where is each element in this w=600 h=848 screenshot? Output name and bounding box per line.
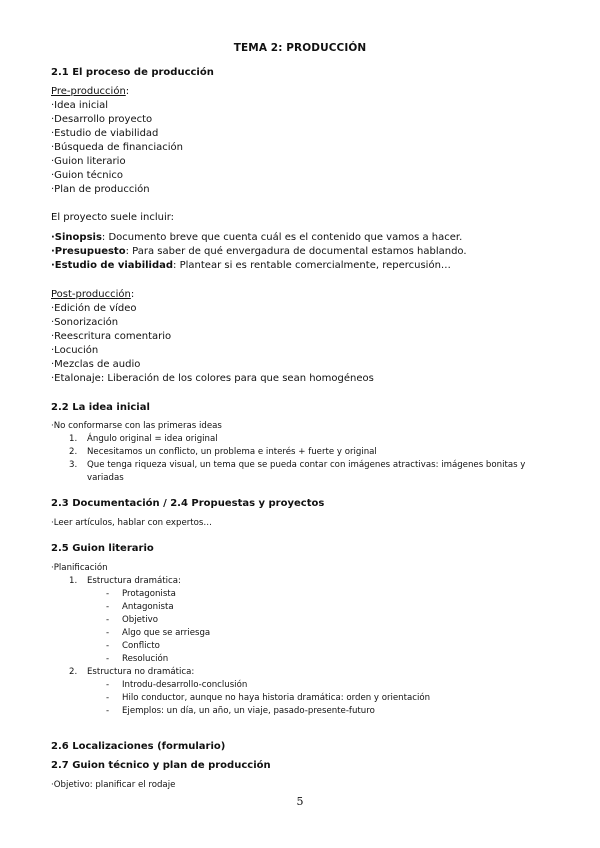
list-item: ·Búsqueda de financiación (51, 142, 183, 153)
list-item: ·Desarrollo proyecto (51, 114, 153, 125)
dash-bullet: - (106, 602, 110, 612)
dash-bullet: - (106, 693, 110, 703)
list-item: Protagonista (122, 589, 176, 599)
section-heading-2-3: 2.3 Documentación / 2.4 Propuestas y proyectos (51, 498, 325, 509)
project-intro: El proyecto suele incluir: (51, 212, 175, 223)
list-number: 2. (69, 667, 78, 677)
list-item: Antagonista (122, 602, 174, 612)
dash-bullet: - (106, 654, 110, 664)
list-item: ·Estudio de viabilidad (51, 128, 159, 139)
definition-sinopsis: ·Sinopsis: Documento breve que cuenta cuál es el contenido que vamos a hacer. (51, 232, 463, 243)
list-item: ·Guion técnico (51, 170, 123, 181)
list-item: ·Objetivo: planificar el rodaje (51, 780, 176, 790)
list-item: Estructura no dramática: (87, 667, 195, 677)
dash-bullet: - (106, 641, 110, 651)
list-item: Introdu-desarrollo-conclusión (122, 680, 248, 690)
list-item: Objetivo (122, 615, 158, 625)
list-number: 3. (69, 460, 78, 470)
list-item-continuation: variadas (87, 473, 124, 483)
list-item: ·Plan de producción (51, 184, 150, 195)
list-item: ·Mezclas de audio (51, 359, 141, 370)
list-number: 1. (69, 576, 78, 586)
dash-bullet: - (106, 615, 110, 625)
list-item: Estructura dramática: (87, 576, 181, 586)
dash-bullet: - (106, 680, 110, 690)
section-heading-2-5: 2.5 Guion literario (51, 543, 154, 554)
list-item: ·Etalonaje: Liberación de los colores para que sean homogéneos (51, 373, 374, 384)
page-number: 5 (296, 795, 304, 808)
dash-bullet: - (106, 589, 110, 599)
list-item: ·Reescritura comentario (51, 331, 172, 342)
list-item: Que tenga riqueza visual, un tema que se pueda contar con imágenes atractivas: imágenes bonitas y (87, 460, 526, 470)
list-item: ·Leer artículos, hablar con expertos… (51, 518, 212, 528)
definition-presupuesto: ·Presupuesto: Para saber de qué envergadura de documental estamos hablando. (51, 246, 467, 257)
pre-production-label: Pre-producción: (51, 86, 130, 97)
list-item: ·Guion literario (51, 156, 126, 167)
list-item: Ejemplos: un día, un año, un viaje, pasado-presente-futuro (122, 706, 375, 716)
list-item: ·Edición de vídeo (51, 303, 137, 314)
list-item: ·Sonorización (51, 317, 119, 328)
list-item: ·No conformarse con las primeras ideas (51, 421, 222, 431)
section-heading-2-2: 2.2 La idea inicial (51, 402, 150, 413)
list-number: 2. (69, 447, 78, 457)
dash-bullet: - (106, 706, 110, 716)
list-item: Algo que se arriesga (122, 628, 211, 638)
definition-viabilidad: ·Estudio de viabilidad: Plantear si es rentable comercialmente, repercusión… (51, 260, 451, 271)
list-item: Necesitamos un conflicto, un problema e interés + fuerte y original (87, 447, 377, 457)
list-item: Resolución (122, 654, 169, 664)
section-heading-2-6: 2.6 Localizaciones (formulario) (51, 741, 226, 752)
list-item: ·Locución (51, 345, 99, 356)
section-heading-2-1: 2.1 El proceso de producción (51, 67, 214, 78)
post-production-label: Post-producción: (51, 289, 135, 300)
list-item: Hilo conductor, aunque no haya historia dramática: orden y orientación (122, 693, 431, 703)
dash-bullet: - (106, 628, 110, 638)
list-number: 1. (69, 434, 78, 444)
list-item: Ángulo original = idea original (87, 434, 218, 444)
list-item: Conflicto (122, 641, 160, 651)
page-title: TEMA 2: PRODUCCIÓN (233, 42, 367, 54)
list-item: ·Idea inicial (51, 100, 109, 111)
list-item: ·Planificación (51, 563, 108, 573)
section-heading-2-7: 2.7 Guion técnico y plan de producción (51, 760, 271, 771)
